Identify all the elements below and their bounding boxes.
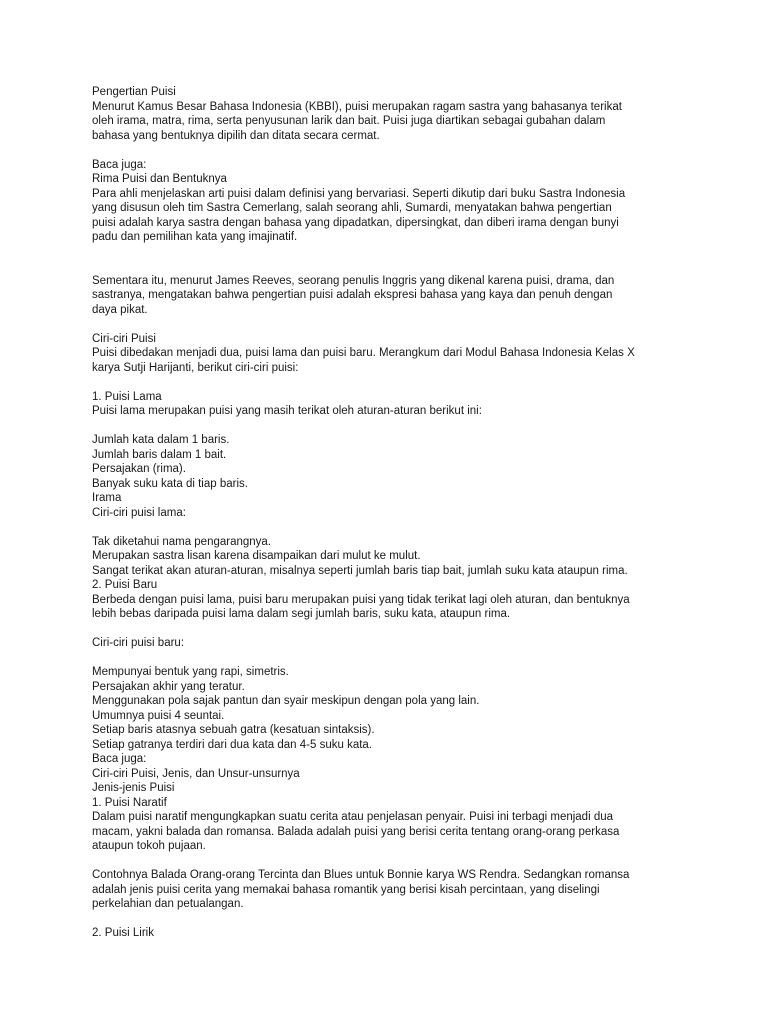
text-line: Menggunakan pola sajak pantun dan syair meskipun dengan pola yang lain.: [92, 695, 480, 707]
blank-line: [92, 419, 692, 434]
text-line: Contohnya Balada Orang-orang Tercinta dan Blues untuk Bonnie karya WS Rendra. Sedangkan romansa: [92, 869, 630, 881]
text-line: Para ahli menjelaskan arti puisi dalam definisi yang bervariasi. Seperti dikutip dari buku Sastra Indonesia: [92, 187, 626, 200]
text-line: 2. Puisi Baru: [92, 579, 158, 591]
text-line: karya Sutji Harijanti, berikut ciri-ciri puisi:: [92, 361, 299, 374]
text-line: Jumlah baris dalam 1 bait.: [92, 448, 227, 461]
text-line: Baca juga:: [92, 158, 147, 171]
document-body: [92, 85, 692, 941]
blank-line: [92, 245, 692, 260]
text-line: 2. Puisi Lirik: [92, 927, 154, 939]
text-line: lebih bebas daripada puisi lama dalam segi jumlah baris, suku kata, ataupun rima.: [92, 608, 511, 620]
text-line: perkelahian dan petualangan.: [92, 898, 244, 910]
text-line: puisi adalah karya sastra dengan bahasa yang dipadatkan, dipersingkat, dan diberi irama dengan bunyi: [92, 216, 619, 229]
blank-line: [92, 143, 692, 158]
text-line: Setiap baris atasnya sebuah gatra (kesatuan sintaksis).: [92, 724, 375, 736]
text-line: Ciri-ciri puisi baru:: [92, 637, 185, 649]
text-line: Puisi lama merupakan puisi yang masih terikat oleh aturan-aturan berikut ini:: [92, 405, 482, 417]
text-line: 1. Puisi Lama: [92, 390, 162, 403]
text-line: Irama: [92, 492, 122, 504]
text-line: sastranya, mengatakan bahwa pengertian puisi adalah ekspresi bahasa yang kaya dan penuh dengan: [92, 289, 613, 301]
text-line: Menurut Kamus Besar Bahasa Indonesia (KBBI), puisi merupakan ragam sastra yang bahasanya terikat: [92, 100, 622, 113]
text-line: Berbeda dengan puisi lama, puisi baru merupakan puisi yang tidak terikat lagi oleh aturan, dan bentuknya: [92, 593, 630, 606]
text-line: Ciri-ciri puisi lama:: [92, 506, 186, 519]
text-line: Persajakan akhir yang teratur.: [92, 680, 245, 693]
text-line: daya pikat.: [92, 303, 148, 316]
blank-line: [92, 317, 692, 332]
text-line: yang disusun oleh tim Sastra Cemerlang, salah seorang ahli, Sumardi, menyatakan bahwa pengertian: [92, 202, 612, 214]
text-line: padu dan pemilihan kata yang imajinatif.: [92, 231, 298, 243]
text-line: Sementara itu, menurut James Reeves, seorang penulis Inggris yang dikenal karena puisi, drama, dan: [92, 274, 615, 287]
text-line: ataupun tokoh pujaan.: [92, 840, 206, 852]
text-line: Jenis-jenis Puisi: [92, 782, 175, 794]
text-line: bahasa yang bentuknya dipilih dan ditata secara cermat.: [92, 129, 380, 142]
text-line: oleh irama, matra, rima, serta penyusunan larik dan bait. Puisi juga diartikan sebagai gubahan dalam: [92, 115, 606, 127]
text-line: 1. Puisi Naratif: [92, 796, 167, 809]
text-line: Jumlah kata dalam 1 baris.: [92, 434, 230, 446]
text-line: Setiap gatranya terdiri dari dua kata dan 4-5 suku kata.: [92, 738, 373, 751]
text-line: Pengertian Puisi: [92, 86, 176, 98]
text-line: Ciri-ciri Puisi, Jenis, dan Unsur-unsurnya: [92, 767, 300, 780]
blank-line: [92, 854, 692, 869]
text-line: Tak diketahui nama pengarangnya.: [92, 535, 272, 548]
text-line: Mempunyai bentuk yang rapi, simetris.: [92, 666, 289, 678]
text-line: Banyak suku kata di tiap baris.: [92, 477, 248, 490]
blank-line: [92, 651, 692, 666]
text-line: Baca juga:: [92, 753, 147, 765]
text-line: Persajakan (rima).: [92, 463, 186, 475]
text-line: Puisi dibedakan menjadi dua, puisi lama dan puisi baru. Merangkum dari Modul Bahasa Indonesia Kelas X: [92, 347, 635, 359]
text-line: Dalam puisi naratif mengungkapkan suatu cerita atau penjelasan penyair. Puisi ini terbagi menjadi dua: [92, 811, 614, 823]
blank-line: [92, 520, 692, 535]
text-line: Ciri-ciri Puisi: [92, 332, 156, 345]
text-line: Sangat terikat akan aturan-aturan, misalnya seperti jumlah baris tiap bait, jumlah suku kata ataupun rima.: [92, 564, 628, 577]
text-line: Umumnya puisi 4 seuntai.: [92, 709, 225, 722]
text-line: adalah jenis puisi cerita yang memakai bahasa romantik yang berisi kisah percintaan, yang diselingi: [92, 883, 600, 896]
blank-line: [92, 622, 692, 637]
text-line: Merupakan sastra lisan karena disampaikan dari mulut ke mulut.: [92, 550, 421, 562]
blank-line: [92, 912, 692, 927]
text-line: Rima Puisi dan Bentuknya: [92, 173, 227, 185]
text-line: macam, yakni balada dan romansa. Balada adalah puisi yang berisi cerita tentang orang-orang perkasa: [92, 825, 620, 838]
blank-line: [92, 259, 692, 274]
blank-line: [92, 375, 692, 390]
